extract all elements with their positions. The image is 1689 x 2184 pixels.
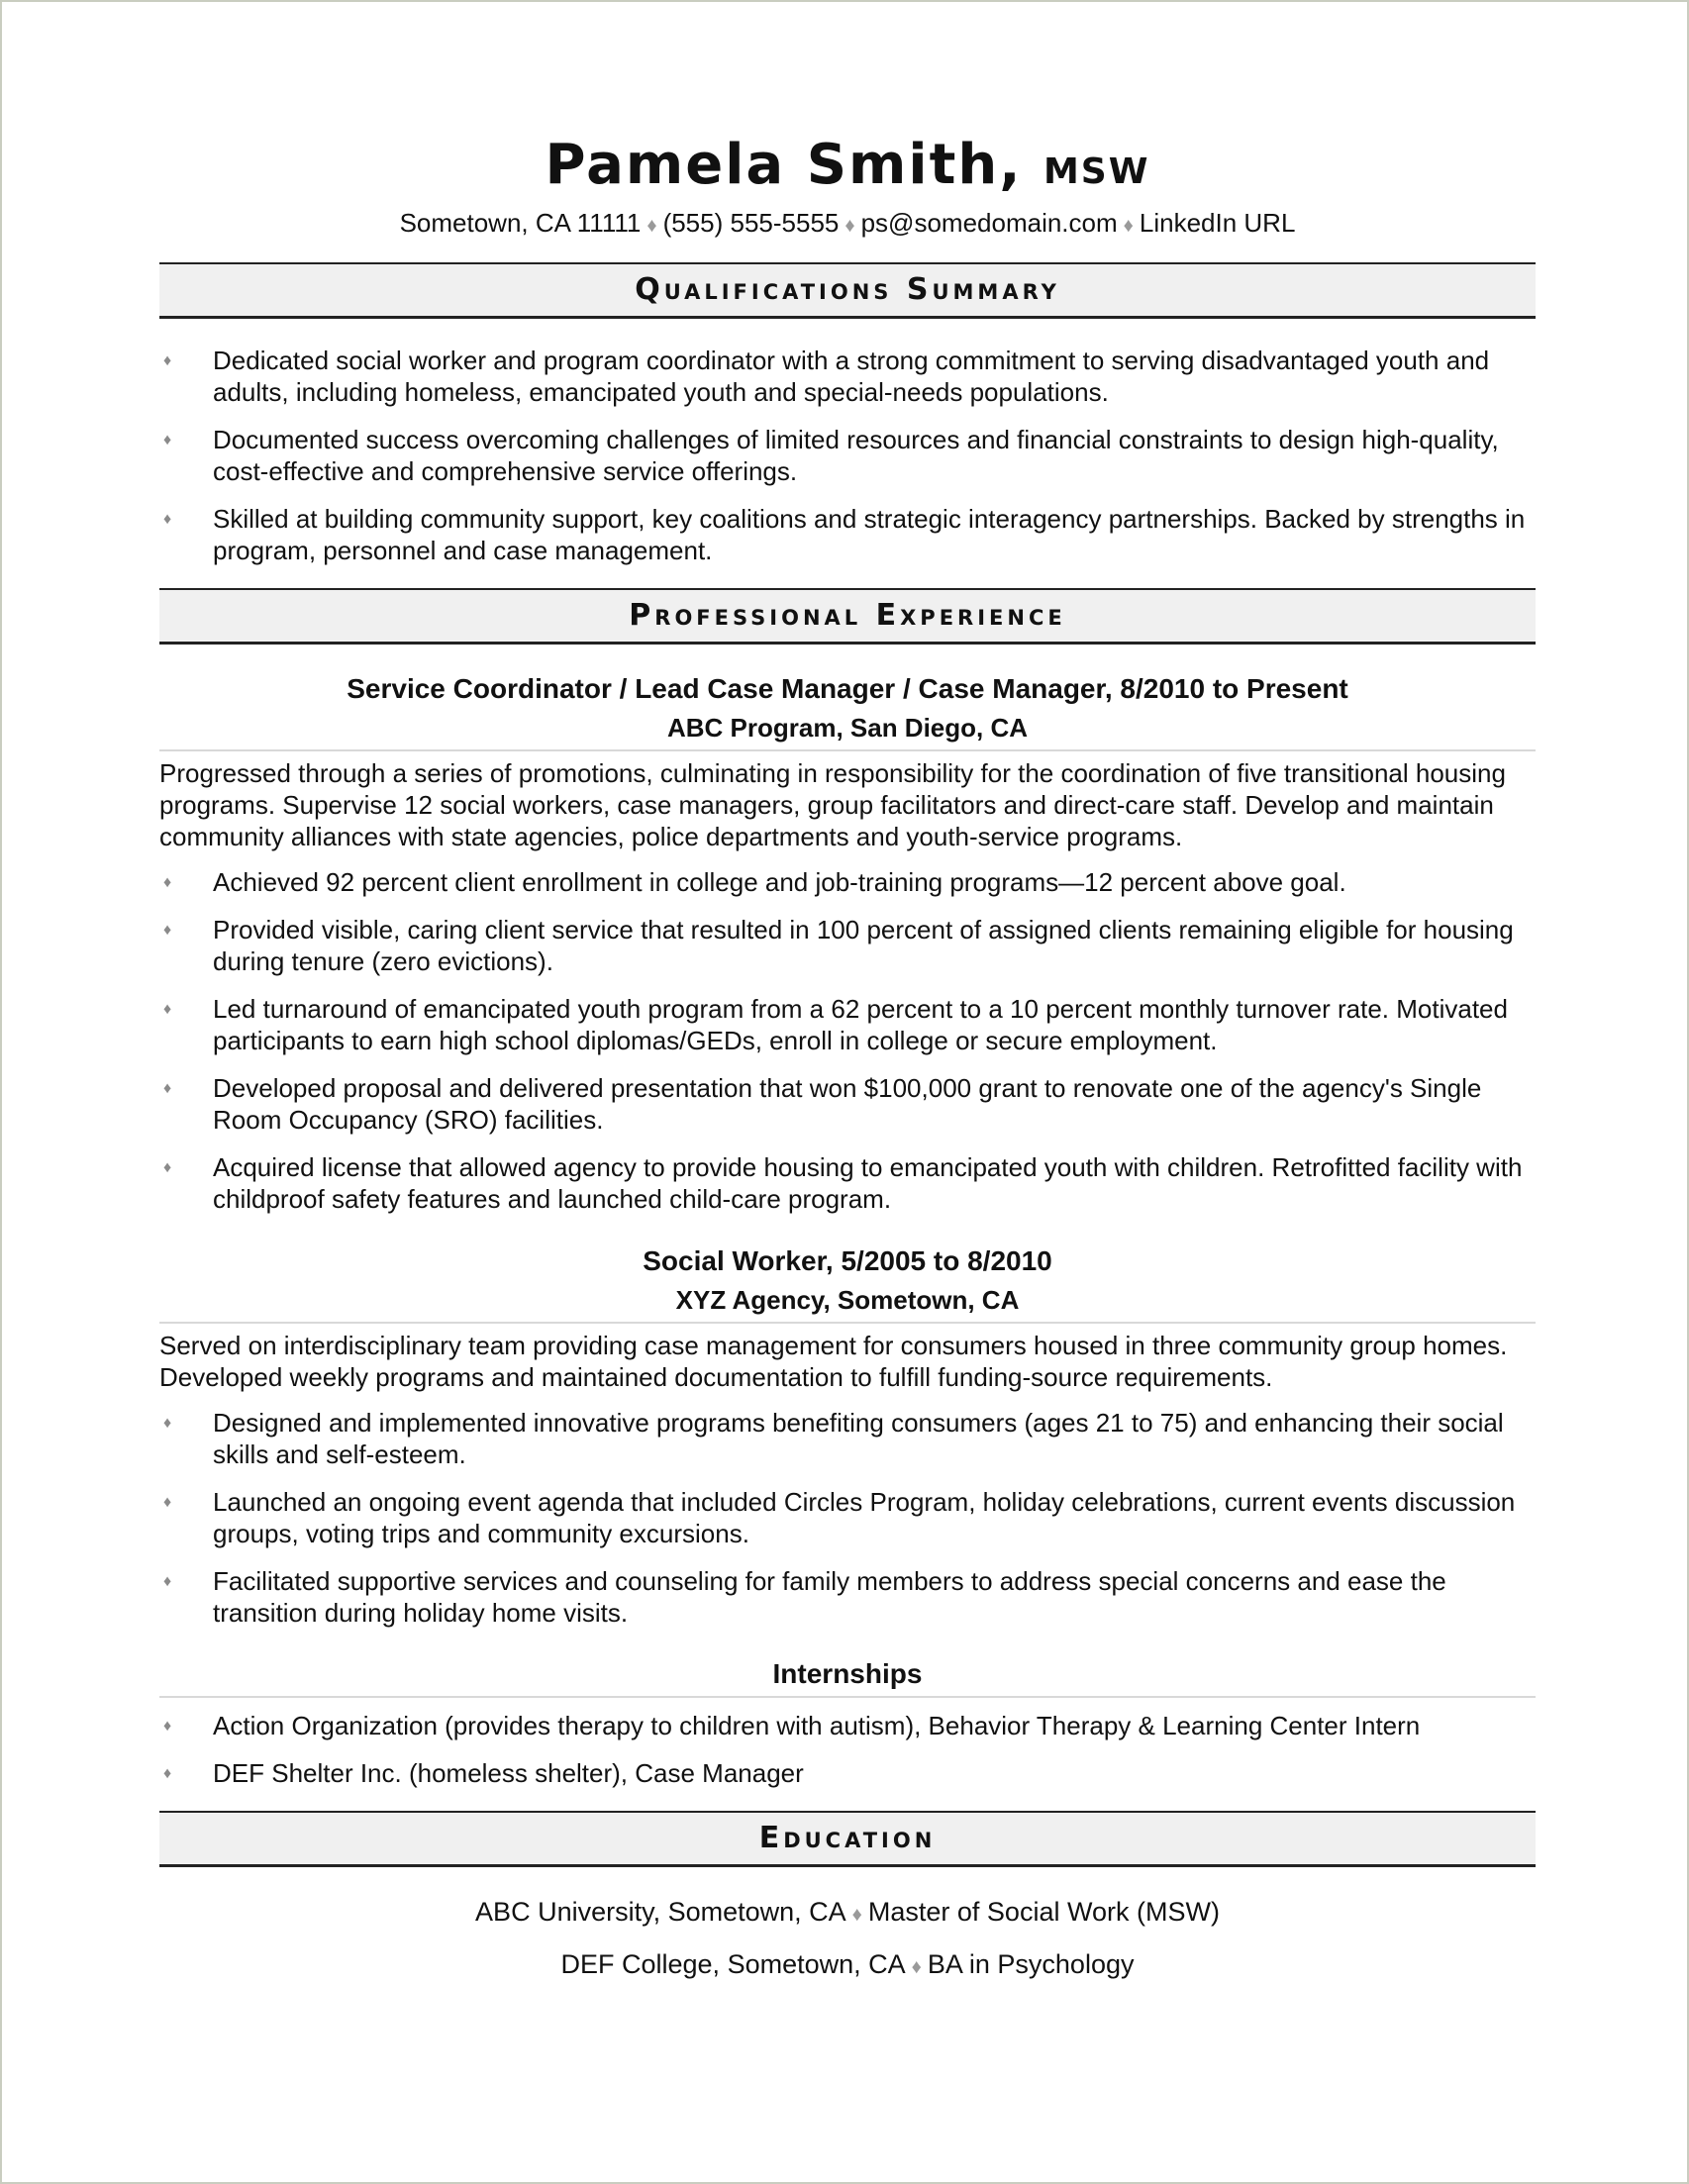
bullet-diamond-icon: ♦ (163, 922, 172, 939)
bullet-diamond-icon: ♦ (163, 511, 172, 528)
education-school: DEF College, Sometown, CA (560, 1949, 906, 1979)
qualifications-list (159, 345, 1536, 566)
list-item: ♦ Dedicated social worker and program coordinator with a strong commitment to serving disadvantaged youth and adults, including homeless, emancipated youth and special-needs populations. (163, 346, 1490, 407)
candidate-credential: MSW (1043, 151, 1150, 192)
job-achievements-list (159, 866, 1536, 1215)
list-item: ♦ Facilitated supportive services and counseling for family members to address special concerns and ease the transition during holiday home visits. (163, 1566, 1446, 1628)
job-achievements-list (159, 1407, 1536, 1629)
education-degree: Master of Social Work (MSW) (867, 1897, 1220, 1927)
education-header: Education (159, 1811, 1536, 1867)
contact-linkedin: LinkedIn URL (1139, 208, 1296, 238)
contact-line (159, 206, 1536, 243)
bullet-diamond-icon: ♦ (163, 352, 172, 369)
list-item: ♦ Documented success overcoming challenges of limited resources and financial constraints to design high-quality, cost-effective and comprehensive service offerings. (163, 425, 1499, 486)
bullet-diamond-icon: ♦ (163, 1494, 172, 1511)
bullet-diamond-icon: ♦ (163, 1765, 172, 1782)
list-item: ♦ Developed proposal and delivered presentation that won $100,000 grant to renovate one of the agency's Single Room Occupancy (SRO) facilities. (163, 1073, 1482, 1135)
qualifications-summary-header: Qualifications Summary (159, 262, 1536, 319)
job-title: Social Worker, 5/2005 to 8/2010 (643, 1245, 1052, 1276)
job-description: Served on interdisciplinary team providing case management for consumers housed in three community group homes. Developed weekly programs and maintained documentation to fulfill funding-source requirements. (159, 1331, 1508, 1392)
bullet-diamond-icon: ♦ (163, 1415, 172, 1432)
list-item: ♦ Provided visible, caring client service that resulted in 100 percent of assigned clients remaining eligible for housing during tenure (zero evictions). (163, 915, 1514, 976)
job-description: Progressed through a series of promotions, culminating in responsibility for the coordination of five transitional housing programs. Supervise 12 social workers, case managers, group facilitators and direct-care staff. Develop and maintain community alliances with state agencies, police departments and youth-service programs. (159, 758, 1506, 851)
education-school: ABC University, Sometown, CA (475, 1897, 846, 1927)
bullet-diamond-icon: ♦ (163, 1080, 172, 1097)
list-item: ♦ Action Organization (provides therapy to children with autism), Behavior Therapy & Learning Center Intern (163, 1711, 1421, 1740)
list-item: ♦ Acquired license that allowed agency to provide housing to emancipated youth with children. Retrofitted facility with childproof safety features and launched child-care program. (163, 1152, 1523, 1214)
contact-email: ps@somedomain.com (860, 208, 1118, 238)
list-item: ♦ Designed and implemented innovative programs benefiting consumers (ages 21 to 75) and enhancing their social skills and self-esteem. (163, 1408, 1504, 1469)
bullet-diamond-icon: ♦ (163, 1718, 172, 1735)
job-organization: XYZ Agency, Sometown, CA (159, 1284, 1536, 1324)
separator-diamond-icon: ♦ (844, 215, 855, 237)
internships-list (159, 1710, 1536, 1789)
list-item: ♦ Launched an ongoing event agenda that included Circles Program, holiday celebrations, current events discussion groups, voting trips and community excursions. (163, 1487, 1516, 1548)
list-item: ♦ Led turnaround of emancipated youth program from a 62 percent to a 10 percent monthly turnover rate. Motivated participants to earn high school diplomas/GEDs, enroll in college or secure employment. (163, 994, 1508, 1055)
separator-diamond-icon: ♦ (646, 215, 657, 237)
list-item: ♦ Achieved 92 percent client enrollment in college and job-training programs—12 percent above goal. (163, 867, 1346, 897)
bullet-diamond-icon: ♦ (163, 874, 172, 891)
professional-experience-header: Professional Experience (159, 588, 1536, 645)
resume-content (159, 131, 1536, 1984)
candidate-name: Pamela Smith, (545, 133, 1023, 197)
job-organization: ABC Program, San Diego, CA (159, 712, 1536, 751)
list-item: ♦ DEF Shelter Inc. (homeless shelter), Case Manager (163, 1758, 804, 1788)
job-title: Service Coordinator / Lead Case Manager / Case Manager, 8/2010 to Present (347, 673, 1348, 704)
resume-name-line (159, 131, 1536, 200)
education-entry (159, 1895, 1536, 1932)
separator-diamond-icon: ♦ (1123, 215, 1134, 237)
contact-address: Sometown, CA 11111 (399, 208, 642, 238)
bullet-diamond-icon: ♦ (163, 1001, 172, 1018)
bullet-diamond-icon: ♦ (163, 432, 172, 448)
list-item: ♦ Skilled at building community support, key coalitions and strategic interagency partnerships. Backed by strengths in program, personnel and case management. (163, 504, 1526, 565)
education-degree: BA in Psychology (927, 1949, 1135, 1979)
contact-phone: (555) 555-5555 (662, 208, 840, 238)
separator-diamond-icon: ♦ (851, 1904, 862, 1926)
separator-diamond-icon: ♦ (911, 1956, 922, 1978)
bullet-diamond-icon: ♦ (163, 1573, 172, 1590)
internships-heading: Internships (159, 1658, 1536, 1698)
bullet-diamond-icon: ♦ (163, 1159, 172, 1176)
education-entry (159, 1947, 1536, 1984)
